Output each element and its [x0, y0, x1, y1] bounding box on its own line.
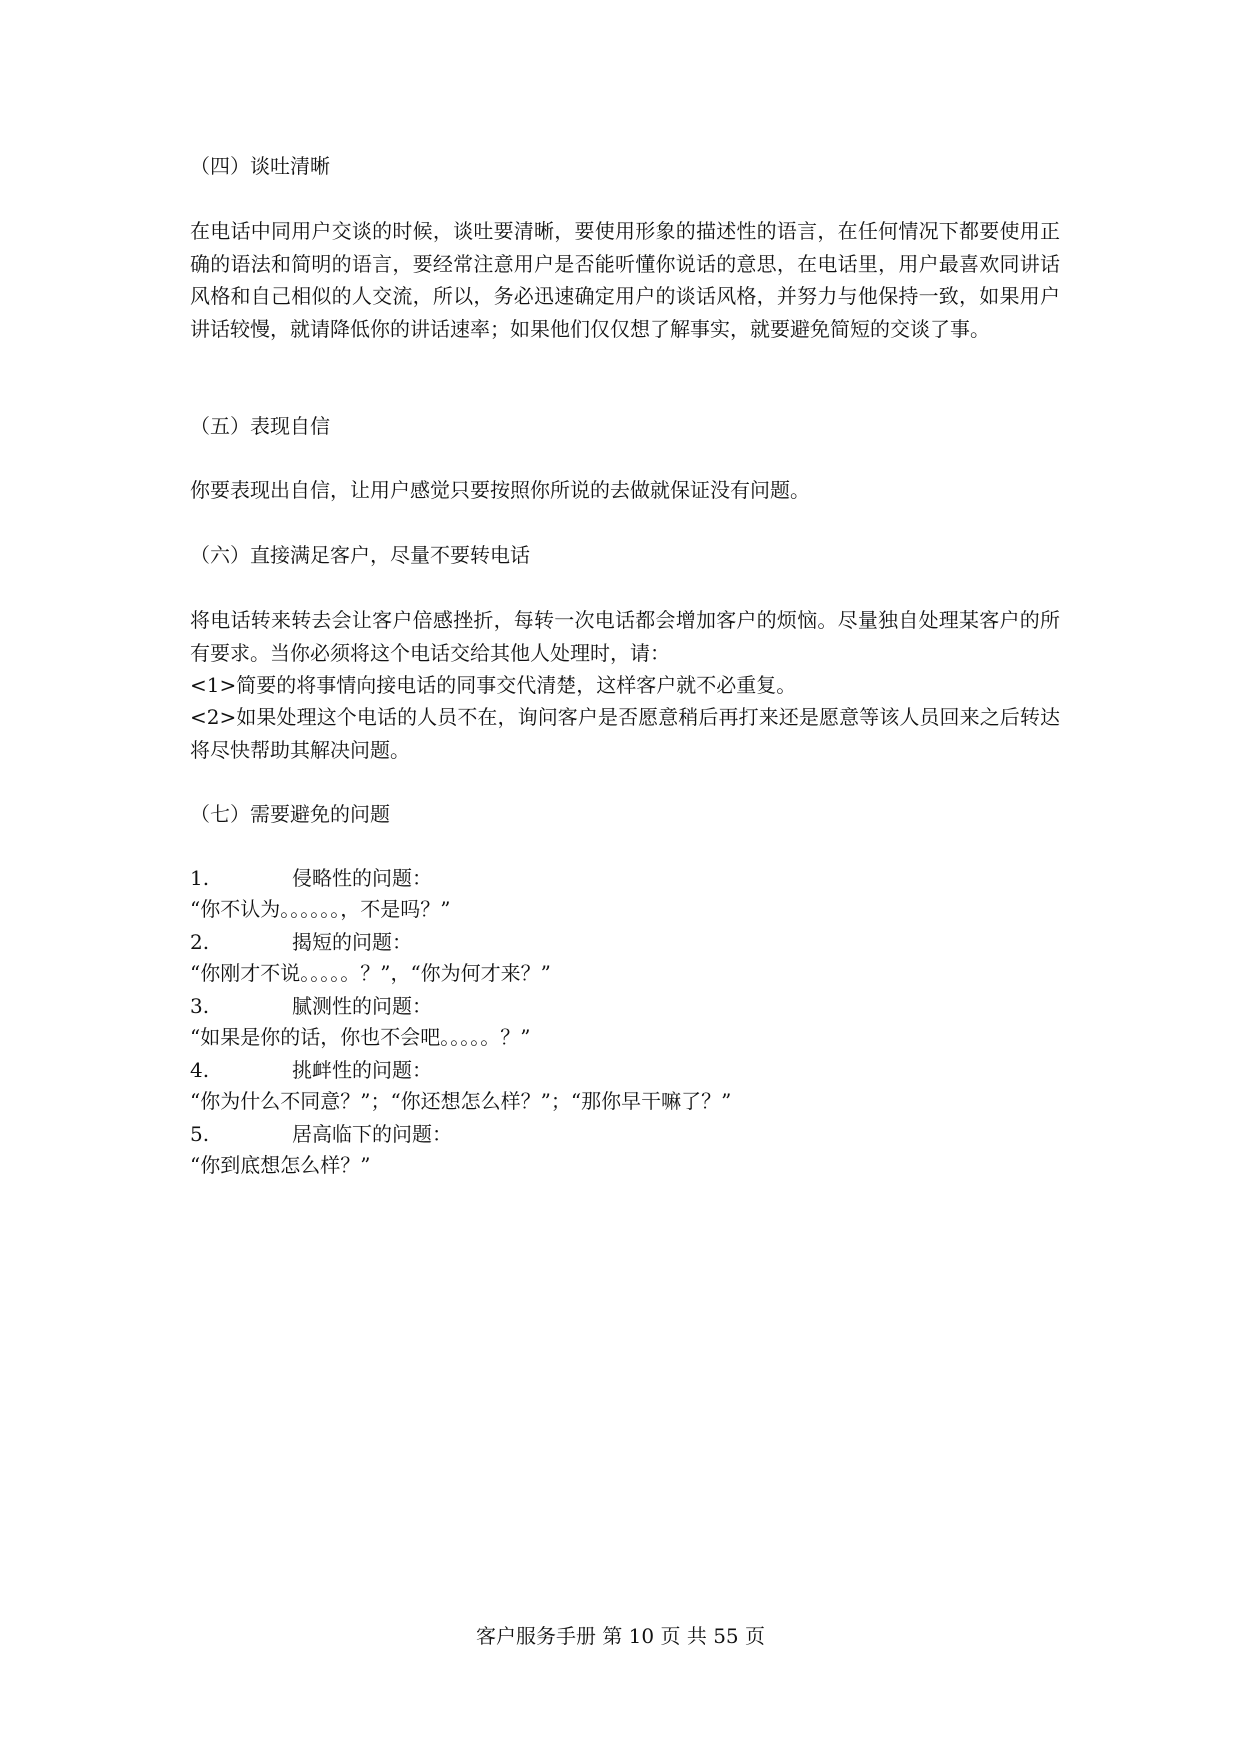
list-item-example: “你为什么不同意？”；“你还想怎么样？”；“那你早干嘛了？”	[190, 1089, 732, 1113]
section-heading-5: （五）表现自信	[190, 414, 330, 438]
list-item-number: 2.	[190, 930, 210, 954]
list-item-label: 挑衅性的问题：	[292, 1058, 432, 1082]
list-item-example: “你刚才不说。。。。。？”，“你为何才来？”	[190, 961, 551, 985]
list-item-example: “你不认为。。。。。。，不是吗？”	[190, 897, 451, 921]
section-heading-7: （七）需要避免的问题	[190, 802, 390, 826]
list-item-label: 揭短的问题：	[292, 930, 412, 954]
section-6-item-2: <2>如果处理这个电话的人员不在，询问客户是否愿意稍后再打来还是愿意等该人员回来之后转达将尽快帮助其解决问题。	[190, 705, 1060, 762]
list-item-label: 侵略性的问题：	[292, 866, 432, 890]
section-heading-6: （六）直接满足客户，尽量不要转电话	[190, 543, 530, 567]
list-item-label: 居高临下的问题：	[292, 1122, 452, 1146]
section-6-item-1: <1>简要的将事情向接电话的同事交代清楚，这样客户就不必重复。	[190, 673, 797, 697]
list-item-example: “如果是你的话，你也不会吧。。。。。？”	[190, 1025, 531, 1049]
section-body-4: 在电话中同用户交谈的时候，谈吐要清晰，要使用形象的描述性的语言，在任何情况下都要使用正确的语法和简明的语言，要经常注意用户是否能听懂你说话的意思，在电话里，用户最喜欢同讲话风格和自己相似的人交流，所以，务必迅速确定用户的谈话风格，并努力与他保持一致，如果用户讲话较慢，就请降低你的讲话速率；如果他们仅仅想了解事实，就要避免简短的交谈了事。	[190, 219, 1060, 341]
list-item-number: 5.	[190, 1122, 210, 1146]
list-item-example: “你到底想怎么样？”	[190, 1153, 371, 1177]
list-item-number: 4.	[190, 1058, 210, 1082]
list-item-number: 3.	[190, 994, 210, 1018]
section-body-5: 你要表现出自信，让用户感觉只要按照你所说的去做就保证没有问题。	[190, 478, 810, 502]
page-footer: 客户服务手册 第 10 页 共 55 页	[475, 1624, 766, 1648]
section-body-6: 将电话转来转去会让客户倍感挫折，每转一次电话都会增加客户的烦恼。尽量独自处理某客户的所有要求。当你必须将这个电话交给其他人处理时，请：	[190, 608, 1060, 665]
section-heading-4: （四）谈吐清晰	[190, 154, 330, 178]
list-item-label: 腻测性的问题：	[292, 994, 432, 1018]
list-item-number: 1.	[190, 866, 210, 890]
